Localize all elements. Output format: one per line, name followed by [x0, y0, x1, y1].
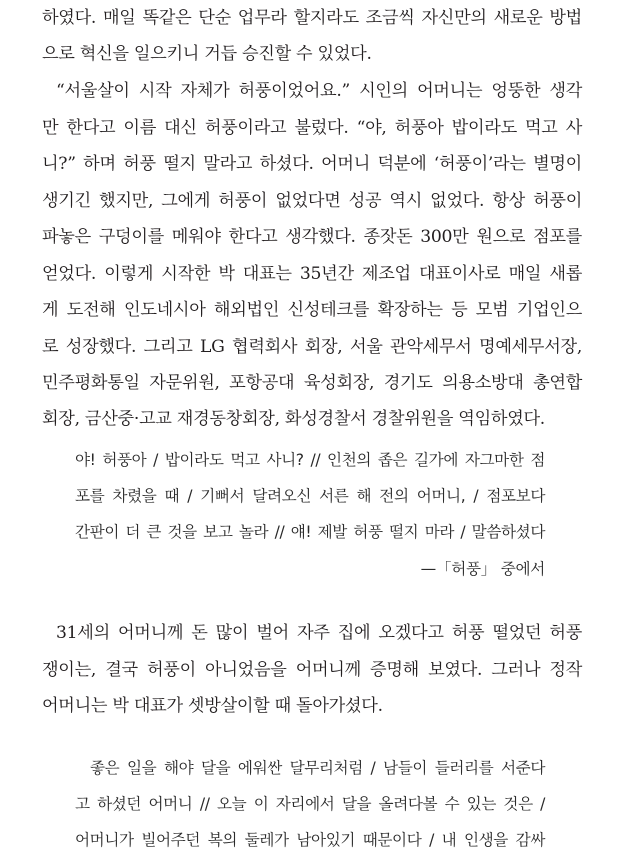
- body-text-line: 만 한다고 이름 대신 허풍이라고 불렀다. “야, 허풍아 밥이라도 먹고 사: [42, 118, 582, 138]
- body-text-line: 민주평화통일 자문위원, 포항공대 육성회장, 경기도 의용소방대 총연합: [42, 373, 582, 393]
- poem-line: 고 하셨던 어머니 // 오늘 이 자리에서 달을 올려다볼 수 있는 것은 /: [75, 795, 545, 813]
- body-text-line: 게 도전해 인도네시아 해외법인 신성테크를 확장하는 등 모범 기업인으: [42, 300, 582, 320]
- body-text-line: 회장, 금산중·고교 재경동창회장, 화성경찰서 경찰위원을 역임하였다.: [42, 409, 545, 429]
- body-text-line: 31세의 어머니께 돈 많이 벌어 자주 집에 오겠다고 허풍 떨었던 허풍: [56, 623, 582, 643]
- poem-line: 야! 허풍아 / 밥이라도 먹고 사니? // 인천의 좁은 길가에 자그마한 점: [75, 451, 545, 469]
- poem-source-citation: —「허풍」 중에서: [420, 560, 545, 578]
- poem-line: 좋은 일을 해야 달을 에워싼 달무리처럼 / 남들이 들러리를 서준다: [90, 759, 545, 777]
- body-text-line: 생기긴 했지만, 그에게 허풍이 없었다면 성공 역시 없었다. 항상 허풍이: [42, 191, 582, 211]
- body-text-line: 니?” 하며 허풍 떨지 말라고 하셨다. 어머니 덕분에 ‘허풍이’라는 별명이: [42, 154, 582, 174]
- body-text-line: 얻었다. 이렇게 시작한 박 대표는 35년간 제조업 대표이사로 매일 새롭: [42, 264, 582, 284]
- body-text-line: 쟁이는, 결국 허풍이 아니었음을 어머니께 증명해 보였다. 그러나 정작: [42, 660, 582, 680]
- body-text-line: “서울살이 시작 자체가 허풍이었어요.” 시인의 어머니는 엉뚱한 생각: [56, 81, 582, 101]
- poem-line: 포를 차렸을 때 / 기뻐서 달려오신 서른 해 전의 어머니, / 점포보다: [75, 487, 545, 505]
- body-text-line: 으로 혁신을 일으키니 거듭 승진할 수 있었다.: [42, 44, 372, 64]
- poem-line: 간판이 더 큰 것을 보고 놀라 // 얘! 제발 허풍 떨지 마라 / 말씀하셨다: [75, 523, 545, 541]
- body-text-line: 로 성장했다. 그리고 LG 협력회사 회장, 서울 관악세무서 명예세무서장,: [42, 337, 582, 357]
- body-text-line: 어머니는 박 대표가 셋방살이할 때 돌아가셨다.: [42, 696, 383, 716]
- body-text-line: 하였다. 매일 똑같은 단순 업무라 할지라도 조금씩 자신만의 새로운 방법: [42, 8, 582, 28]
- poem-line: 어머니가 빌어주던 복의 둘레가 남아있기 때문이다 / 내 인생을 감싸: [75, 831, 545, 849]
- body-text-line: 파놓은 구덩이를 메워야 한다고 생각했다. 종잣돈 300만 원으로 점포를: [42, 227, 582, 247]
